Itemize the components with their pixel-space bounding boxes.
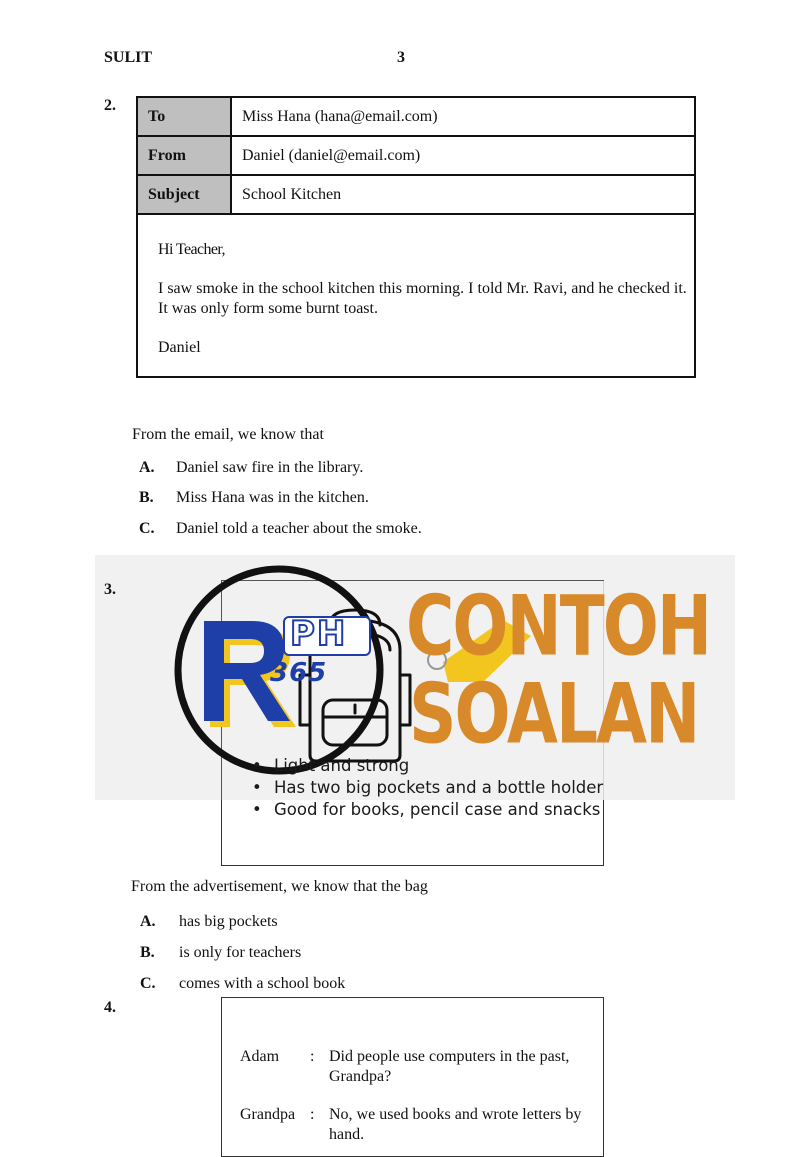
dialogue-line-adam-2: Grandpa? xyxy=(329,1068,392,1085)
question-4-number: 4. xyxy=(104,999,116,1016)
email-table xyxy=(136,96,696,378)
email-subject-label: Subject xyxy=(138,176,232,213)
ad-feature-item xyxy=(252,778,603,800)
ad-feature-item xyxy=(252,756,603,778)
email-signature: Daniel xyxy=(158,339,201,356)
option-letter: B. xyxy=(139,489,154,506)
dialogue-box xyxy=(221,997,604,1157)
email-greeting: Hi Teacher, xyxy=(158,241,225,258)
option-letter: A. xyxy=(140,913,156,930)
page-number: 3 xyxy=(397,49,405,66)
option-text: Daniel saw fire in the library. xyxy=(176,459,364,476)
logo-365-text: 365 xyxy=(270,658,328,688)
question-2-stem: From the email, we know that xyxy=(132,426,324,443)
header-sulit: SULIT xyxy=(104,49,153,66)
q3-option-a[interactable] xyxy=(140,913,278,931)
email-from-value: Daniel (daniel@email.com) xyxy=(242,147,421,164)
option-text: Daniel told a teacher about the smoke. xyxy=(176,520,422,537)
email-to-row xyxy=(138,98,694,137)
email-body-line-2: It was only form some burnt toast. xyxy=(158,300,378,317)
ad-feature-item xyxy=(252,800,603,822)
dialogue-colon: : xyxy=(310,1106,315,1123)
bullet-icon: • xyxy=(252,778,262,797)
ad-feature-text: Light and strong xyxy=(274,756,410,775)
question-2-number: 2. xyxy=(104,97,116,114)
email-to-value: Miss Hana (hana@email.com) xyxy=(242,108,438,125)
dialogue-speaker-grandpa: Grandpa xyxy=(240,1106,296,1123)
email-from-row xyxy=(138,137,694,176)
watermark-word-contoh: CONTOH xyxy=(406,578,711,675)
dialogue-colon: : xyxy=(310,1048,315,1065)
email-body-line-1: I saw smoke in the school kitchen this morning. I told Mr. Ravi, and he checked it. xyxy=(158,280,687,297)
option-text: Miss Hana was in the kitchen. xyxy=(176,489,369,506)
question-3-number: 3. xyxy=(104,581,116,598)
dialogue-line-adam-1: Did people use computers in the past, xyxy=(329,1048,570,1065)
option-text: is only for teachers xyxy=(179,944,302,961)
option-letter: B. xyxy=(140,944,155,961)
dialogue-speaker-adam: Adam xyxy=(240,1048,280,1065)
watermark-word-soalan: SOALAN xyxy=(409,666,699,763)
option-letter: C. xyxy=(140,975,156,992)
email-subject-value: School Kitchen xyxy=(242,186,342,203)
ad-feature-text: Has two big pockets and a bottle holder xyxy=(274,778,604,797)
question-3-stem: From the advertisement, we know that the bag xyxy=(131,878,428,895)
email-to-label: To xyxy=(138,98,232,135)
option-text: comes with a school book xyxy=(179,975,346,992)
q3-option-b[interactable] xyxy=(140,944,301,962)
email-from-label: From xyxy=(138,137,232,174)
option-letter: A. xyxy=(139,459,155,476)
q2-option-a[interactable] xyxy=(139,459,363,477)
ad-features-list xyxy=(252,756,603,822)
option-text: has big pockets xyxy=(179,913,278,930)
q3-option-c[interactable] xyxy=(140,975,345,993)
email-subject-row xyxy=(138,176,694,215)
dialogue-line-grandpa-2: hand. xyxy=(329,1126,365,1143)
bullet-icon: • xyxy=(252,756,262,775)
logo-ph-text: PH xyxy=(290,614,348,654)
ad-feature-text: Good for books, pencil case and snacks xyxy=(274,800,601,819)
q2-option-b[interactable] xyxy=(139,489,369,507)
q2-option-c[interactable] xyxy=(139,520,422,538)
bullet-icon: • xyxy=(252,800,262,819)
dialogue-line-grandpa-1: No, we used books and wrote letters by xyxy=(329,1106,582,1123)
option-letter: C. xyxy=(139,520,155,537)
